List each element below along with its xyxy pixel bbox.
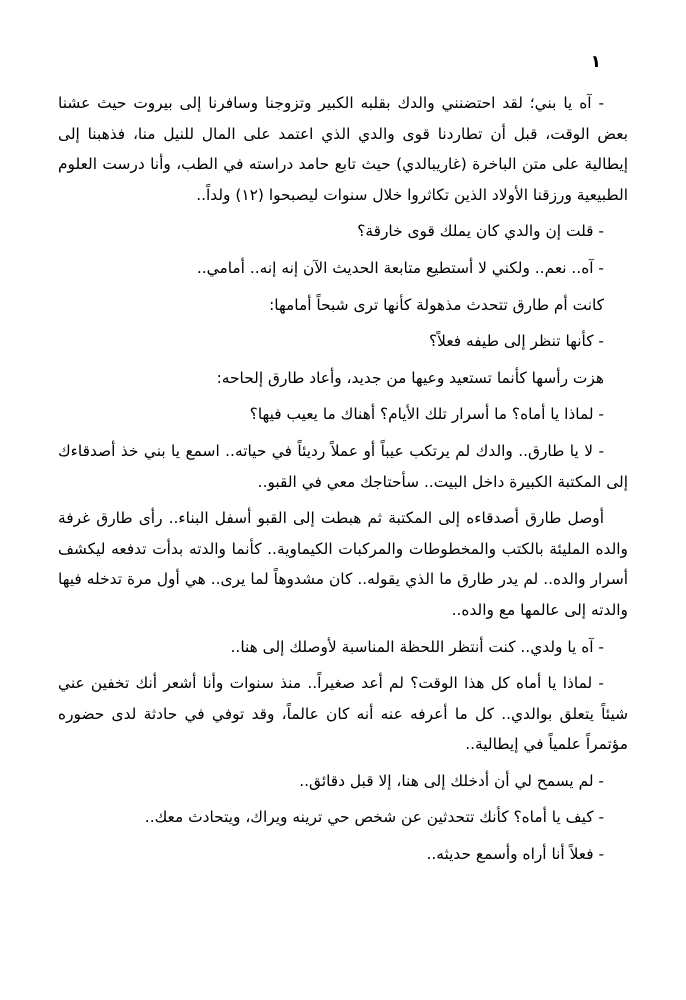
paragraph: - لم يسمح لي أن أدخلك إلى هنا، إلا قبل دقائق..	[299, 771, 604, 790]
body-text	[58, 88, 628, 876]
page-number: ١	[590, 52, 601, 72]
paragraph: - آه يا بني؛ لقد احتضنني والدك بقلبه الكبير وتزوجنا وسافرنا إلى بيروت حيث عشنا بعض الوقت، قبل أن تطاردنا قوى والدي الذي اعتمد على المال للنيل منا، فذهبنا إلى إيطالية على متن الباخرة (غاريبالدي) حيث تابع حامد دراسته في الطب، وأنا درست العلوم الطبيعية ورزقنا الأولاد الذين تكاثروا خلال سنوات ليصبحوا (١٢) ولداً..	[58, 94, 628, 204]
paragraph: - قلت إن والدي كان يملك قوى خارقة؟	[357, 222, 604, 241]
paragraph: هزت رأسها كأنما تستعيد وعيها من جديد، وأعاد طارق إلحاحه:	[216, 368, 604, 387]
paragraph: - فعلاً أنا أراه وأسمع حديثه..	[426, 845, 604, 864]
paragraph: - كأنها تنظر إلى طيفه فعلاً؟	[428, 332, 604, 351]
paragraph: كانت أم طارق تتحدث مذهولة كأنها ترى شبحاً أمامها:	[269, 295, 604, 314]
paragraph: - لماذا يا أماه؟ ما أسرار تلك الأيام؟ أهناك ما يعيب فيها؟	[249, 405, 604, 424]
paragraph: أوصل طارق أصدقاءه إلى المكتبة ثم هبطت إلى القبو أسفل البناء.. رأى طارق غرفة والده المليئة بالكتب والمخطوطات والمركبات الكيماوية.. كأنما والدته بدأت تدفعه ليكشف أسرار والده.. لم يدر طارق ما الذي يقوله.. كان مشدوهاً لما يرى.. هي أول مرة تدخله فيها والدته إلى عالمها مع والده..	[58, 509, 628, 619]
paragraph: - كيف يا أماه؟ كأنك تتحدثين عن شخص حي ترينه ويراك، ويتحادث معك..	[144, 808, 604, 827]
paragraph: - آه يا ولدي.. كنت أنتظر اللحظة المناسبة لأوصلك إلى هنا..	[230, 637, 604, 656]
paragraph: - آه.. نعم.. ولكني لا أستطيع متابعة الحديث الآن إنه إنه.. أمامي..	[196, 258, 604, 277]
paragraph: - لا يا طارق.. والدك لم يرتكب عيباً أو عملاً رديئاً في حياته.. اسمع يا بني خذ أصدقاءك إلى المكتبة الكبيرة داخل البيت.. سأحتاجك معي في القبو..	[58, 441, 628, 491]
paragraph: - لماذا يا أماه كل هذا الوقت؟ لم أعد صغيراً.. منذ سنوات وأنا أشعر أنك تخفين عني شيئاً يتعلق بوالدي.. كل ما أعرفه عنه أنه كان عالماً، وقد توفي في حادثة لدى حضوره مؤتمراً علمياً في إيطالية..	[58, 674, 628, 754]
